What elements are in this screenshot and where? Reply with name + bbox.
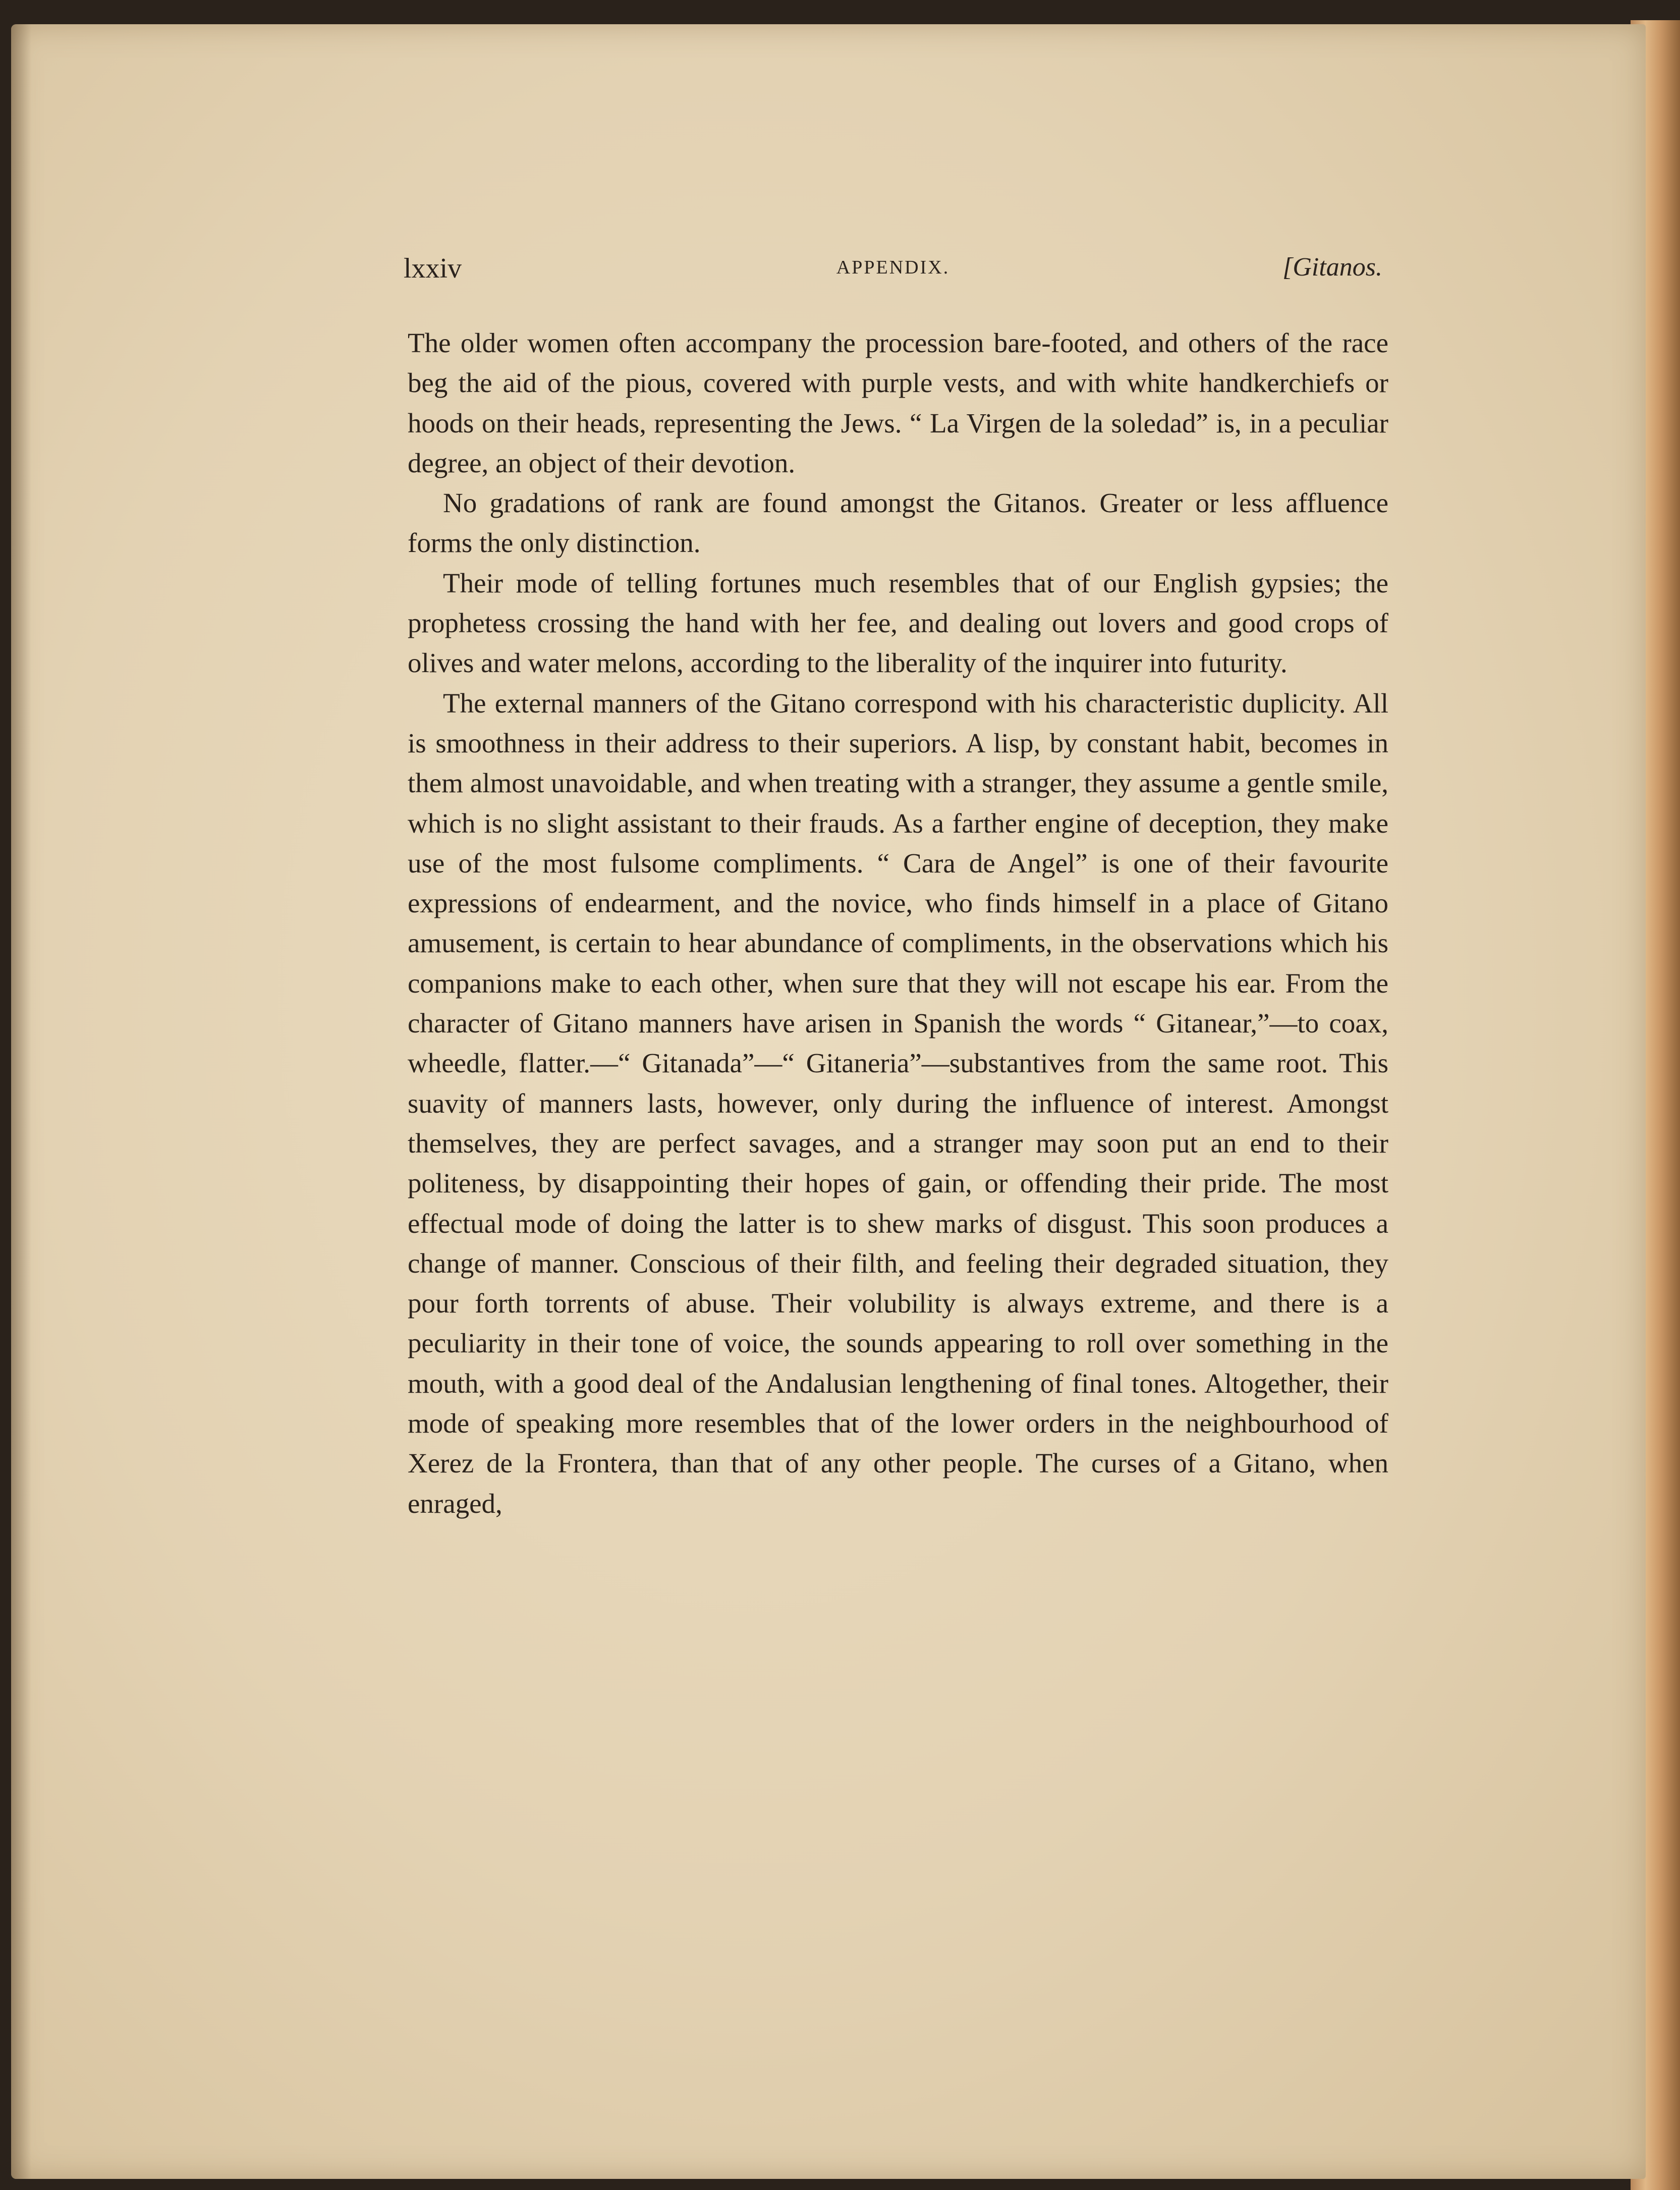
running-head: APPENDIX. <box>836 257 950 278</box>
body-text <box>408 323 1388 1523</box>
paragraph-rank: No gradations of rank are found amongst the Gitanos. Greater or less affluence forms the only distinction. <box>408 487 1388 559</box>
paragraph-procession: The older women often accompany the procession bare-footed, and others of the race beg the aid of the pious, covered with purple vests, and with white handkerchiefs or hoods on their heads, representing the Jews. “ La Virgen de la soledad” is, in a peculiar degree, an object of their devotion. <box>408 327 1388 478</box>
section-title: [Gitanos. <box>1282 253 1382 282</box>
page-header <box>404 252 1382 293</box>
paragraph-manners: The external manners of the Gitano correspond with his characteristic duplicity. All is smoothness in their address to their superiors. A lisp, by constant habit, becomes in them almost unavoidable, and when treating with a stranger, they assume a gentle smile, which is no slight assistant to their frauds. As a farther engine of deception, they make use of the most fulsome compliments. “ Cara de Angel” is one of their favourite expressions of endearment, and the novice, who finds himself in a place of Gitano amusement, is certain to hear abundance of compliments, in the observations which his companions make to each other, when sure that they will not escape his ear. From the character of Gitano manners have arisen in Spanish the words “ Gitanear,”—to coax, wheedle, flatter.—“ Gitanada”—“ Gitaneria”—substantives from the same root. This suavity of manners lasts, however, only during the influence of interest. Amongst themselves, they are perfect savages, and a stranger may soon put an end to their politeness, by disappointing their hopes of gain, or offending their pride. The most effectual mode of doing the latter is to shew marks of disgust. This soon produces a change of manner. Conscious of their filth, and feeling their degraded situation, they pour forth torrents of abuse. Their volubility is always extreme, and there is a peculiarity in their tone of voice, the sounds appearing to roll over something in the mouth, with a good deal of the Andalusian lengthening of final tones. Altogether, their mode of speaking more resembles that of the lower orders in the neighbourhood of Xerez de la Frontera, than that of any other people. The curses of a Gitano, when enraged, <box>408 687 1388 1519</box>
paragraph-fortunes: Their mode of telling fortunes much resembles that of our English gypsies; the prophetess crossing the hand with her fee, and dealing out lovers and good crops of olives and water melons, according to the liberality of the inquirer into futurity. <box>408 567 1388 679</box>
gutter-shadow <box>11 24 31 2179</box>
page-number: lxxiv <box>404 253 462 284</box>
